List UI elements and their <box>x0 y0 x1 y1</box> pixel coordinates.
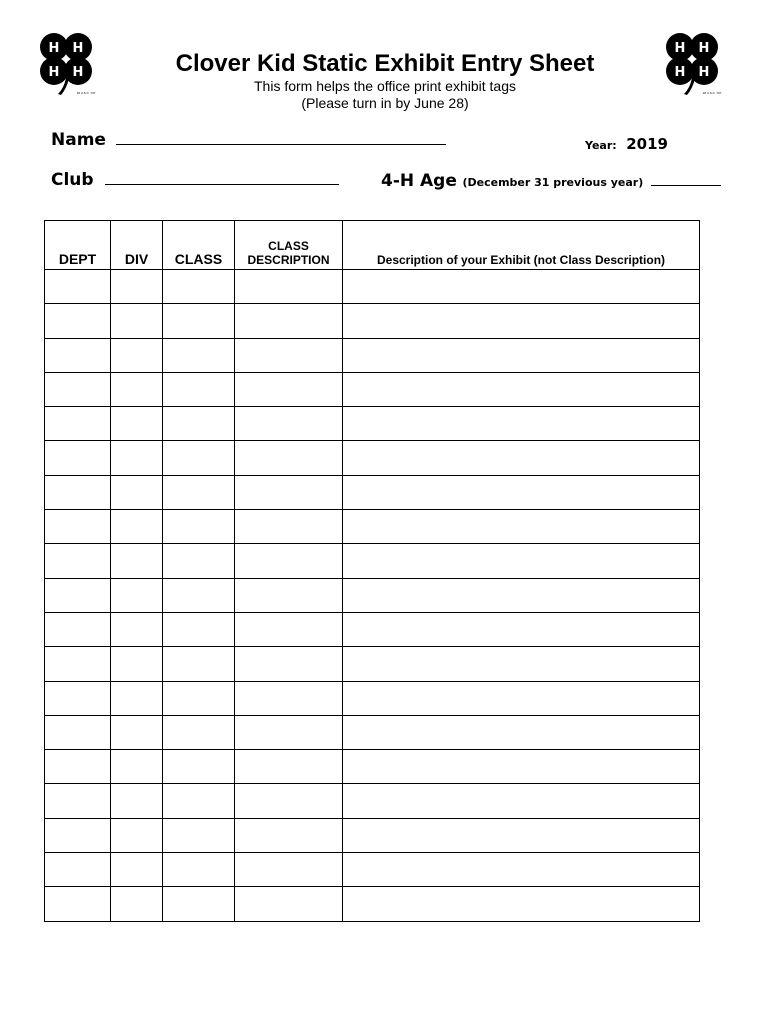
table-row <box>45 715 700 749</box>
name-label: Name <box>51 130 106 150</box>
year-label: Year: <box>585 139 617 152</box>
cell-class[interactable] <box>163 270 235 304</box>
cell-dept[interactable] <box>45 784 111 818</box>
cell-div[interactable] <box>111 612 163 646</box>
cell-class[interactable] <box>163 578 235 612</box>
cell-class-description[interactable] <box>235 338 343 372</box>
cell-class[interactable] <box>163 338 235 372</box>
table-row <box>45 510 700 544</box>
cell-div[interactable] <box>111 304 163 338</box>
table-row <box>45 441 700 475</box>
cell-exhibit-description[interactable] <box>343 510 700 544</box>
cell-dept[interactable] <box>45 647 111 681</box>
table-row <box>45 750 700 784</box>
subtitle-line-2: (Please turn in by June 28) <box>301 95 469 111</box>
cell-exhibit-description[interactable] <box>343 784 700 818</box>
cell-class-description[interactable] <box>235 304 343 338</box>
age-note: (December 31 previous year) <box>462 176 644 189</box>
cell-div[interactable] <box>111 510 163 544</box>
cell-dept[interactable] <box>45 544 111 578</box>
cell-div[interactable] <box>111 338 163 372</box>
cell-exhibit-description[interactable] <box>343 475 700 509</box>
cell-div[interactable] <box>111 372 163 406</box>
cell-class[interactable] <box>163 544 235 578</box>
cell-div[interactable] <box>111 853 163 887</box>
cell-class[interactable] <box>163 372 235 406</box>
cell-div[interactable] <box>111 681 163 715</box>
cell-div[interactable] <box>111 475 163 509</box>
class-desc-line-2: DESCRIPTION <box>247 253 330 267</box>
cell-class-description[interactable] <box>235 647 343 681</box>
cell-dept[interactable] <box>45 338 111 372</box>
class-desc-line-1: CLASS <box>268 239 309 253</box>
cell-class-description[interactable] <box>235 270 343 304</box>
svg-text:H: H <box>72 41 84 56</box>
cell-exhibit-description[interactable] <box>343 338 700 372</box>
cell-class-description[interactable] <box>235 612 343 646</box>
cell-exhibit-description[interactable] <box>343 304 700 338</box>
age-field-row <box>381 171 721 191</box>
cell-div[interactable] <box>111 270 163 304</box>
age-input-line[interactable] <box>651 171 721 186</box>
cell-div[interactable] <box>111 750 163 784</box>
cell-div[interactable] <box>111 407 163 441</box>
cell-class[interactable] <box>163 647 235 681</box>
svg-text:H: H <box>674 41 686 56</box>
col-header-class: CLASS <box>163 221 235 270</box>
table-row <box>45 818 700 852</box>
table-row <box>45 784 700 818</box>
cell-class[interactable] <box>163 510 235 544</box>
cell-exhibit-description[interactable] <box>343 441 700 475</box>
svg-text:H: H <box>674 65 686 80</box>
table-row <box>45 612 700 646</box>
cell-exhibit-description[interactable] <box>343 372 700 406</box>
table-row <box>45 475 700 509</box>
cell-dept[interactable] <box>45 750 111 784</box>
cell-class-description[interactable] <box>235 818 343 852</box>
table-row <box>45 853 700 887</box>
year-field <box>585 134 668 153</box>
cell-class-description[interactable] <box>235 372 343 406</box>
table-row <box>45 338 700 372</box>
cell-div[interactable] <box>111 715 163 749</box>
cell-class[interactable] <box>163 853 235 887</box>
cell-div[interactable] <box>111 818 163 852</box>
cell-class[interactable] <box>163 750 235 784</box>
table-row <box>45 304 700 338</box>
col-header-exhibit-description: Description of your Exhibit (not Class Description) <box>343 221 700 270</box>
table-row <box>45 647 700 681</box>
table-row <box>45 578 700 612</box>
cell-class-description[interactable] <box>235 475 343 509</box>
table-row <box>45 407 700 441</box>
cell-dept[interactable] <box>45 715 111 749</box>
club-label: Club <box>51 170 94 190</box>
cell-exhibit-description[interactable] <box>343 578 700 612</box>
subtitle-line-1: This form helps the office print exhibit tags <box>254 78 516 94</box>
cell-dept[interactable] <box>45 270 111 304</box>
cell-exhibit-description[interactable] <box>343 715 700 749</box>
table-row <box>45 681 700 715</box>
cell-exhibit-description[interactable] <box>343 818 700 852</box>
name-field-row <box>51 130 446 150</box>
svg-text:H: H <box>48 65 60 80</box>
age-label: 4-H Age <box>381 171 457 191</box>
cell-class[interactable] <box>163 887 235 921</box>
svg-text:18 U.S.C. 707: 18 U.S.C. 707 <box>702 91 722 95</box>
cell-dept[interactable] <box>45 372 111 406</box>
cell-exhibit-description[interactable] <box>343 853 700 887</box>
cell-dept[interactable] <box>45 475 111 509</box>
table-row <box>45 372 700 406</box>
svg-text:H: H <box>698 41 710 56</box>
col-header-dept: DEPT <box>45 221 111 270</box>
cell-dept[interactable] <box>45 887 111 921</box>
cell-class[interactable] <box>163 612 235 646</box>
cell-dept[interactable] <box>45 612 111 646</box>
exhibit-entry-table <box>44 220 700 922</box>
col-header-div: DIV <box>111 221 163 270</box>
table-row <box>45 270 700 304</box>
cell-dept[interactable] <box>45 407 111 441</box>
cell-class-description[interactable] <box>235 784 343 818</box>
cell-div[interactable] <box>111 544 163 578</box>
cell-class[interactable] <box>163 407 235 441</box>
club-input-line[interactable] <box>105 170 339 185</box>
cell-class-description[interactable] <box>235 407 343 441</box>
cell-class[interactable] <box>163 784 235 818</box>
svg-text:H: H <box>48 41 60 56</box>
cell-class-description[interactable] <box>235 578 343 612</box>
cell-class-description[interactable] <box>235 887 343 921</box>
cell-div[interactable] <box>111 441 163 475</box>
table-header-row <box>45 221 700 270</box>
cell-div[interactable] <box>111 887 163 921</box>
cell-dept[interactable] <box>45 304 111 338</box>
name-input-line[interactable] <box>116 130 446 145</box>
cell-exhibit-description[interactable] <box>343 887 700 921</box>
cell-class-description[interactable] <box>235 715 343 749</box>
table-row <box>45 544 700 578</box>
cell-class[interactable] <box>163 818 235 852</box>
table-body <box>45 270 700 922</box>
cell-div[interactable] <box>111 578 163 612</box>
cell-dept[interactable] <box>45 510 111 544</box>
cell-class[interactable] <box>163 475 235 509</box>
cell-dept[interactable] <box>45 441 111 475</box>
cell-class-description[interactable] <box>235 544 343 578</box>
col-header-class-description <box>235 221 343 270</box>
cell-dept[interactable] <box>45 578 111 612</box>
cell-class[interactable] <box>163 304 235 338</box>
svg-text:H: H <box>698 65 710 80</box>
cell-exhibit-description[interactable] <box>343 681 700 715</box>
cell-class-description[interactable] <box>235 510 343 544</box>
cell-exhibit-description[interactable] <box>343 647 700 681</box>
club-field-row <box>51 170 339 190</box>
cell-exhibit-description[interactable] <box>343 407 700 441</box>
cell-exhibit-description[interactable] <box>343 750 700 784</box>
cell-class[interactable] <box>163 715 235 749</box>
cell-class-description[interactable] <box>235 750 343 784</box>
cell-dept[interactable] <box>45 853 111 887</box>
cell-dept[interactable] <box>45 818 111 852</box>
year-value: 2019 <box>626 135 668 153</box>
cell-dept[interactable] <box>45 681 111 715</box>
cell-class[interactable] <box>163 441 235 475</box>
svg-text:18 U.S.C. 707: 18 U.S.C. 707 <box>76 91 96 95</box>
cell-class-description[interactable] <box>235 441 343 475</box>
table-row <box>45 887 700 921</box>
cell-class-description[interactable] <box>235 681 343 715</box>
page-title: Clover Kid Static Exhibit Entry Sheet <box>175 50 595 77</box>
cell-class-description[interactable] <box>235 853 343 887</box>
cell-exhibit-description[interactable] <box>343 270 700 304</box>
svg-text:H: H <box>72 65 84 80</box>
header <box>0 50 770 112</box>
cell-class[interactable] <box>163 681 235 715</box>
cell-exhibit-description[interactable] <box>343 544 700 578</box>
cell-div[interactable] <box>111 784 163 818</box>
cell-div[interactable] <box>111 647 163 681</box>
cell-exhibit-description[interactable] <box>343 612 700 646</box>
